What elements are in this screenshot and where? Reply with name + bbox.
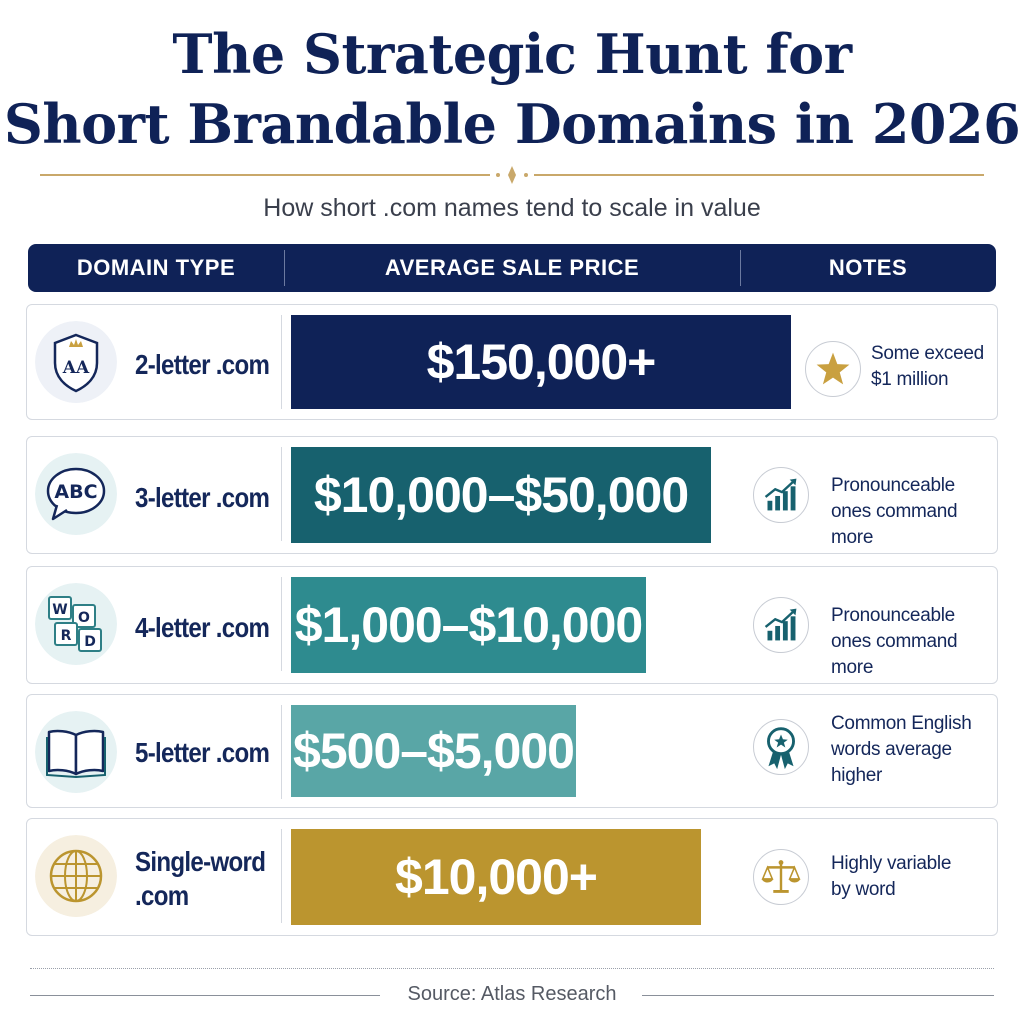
header-average-sale-price: AVERAGE SALE PRICE [384, 255, 640, 280]
row-divider [281, 315, 282, 409]
row-divider [281, 577, 282, 671]
note-line: ones command more [831, 501, 958, 548]
table-row [26, 566, 998, 684]
domain-type-label: Single-word .com [135, 846, 266, 911]
price-bar [291, 705, 576, 797]
price-label: $10,000+ [395, 849, 597, 905]
footer-line-right [642, 995, 994, 996]
subtitle: How short .com names tend to scale in value [263, 194, 761, 222]
table-row [26, 436, 998, 554]
page-title-line-2: Short Brandable Domains in 2026 [3, 92, 1021, 156]
note-text [831, 711, 971, 789]
note-line: higher [831, 765, 883, 786]
note-line: Highly variable [831, 853, 952, 874]
domain-type-label: 3-letter .com [135, 482, 270, 513]
scales-icon [753, 849, 809, 905]
price-label: $10,000–$50,000 [313, 467, 689, 523]
note-line: Pronounceable [831, 605, 955, 626]
note-line: words average [831, 739, 952, 760]
note-text [831, 851, 951, 903]
tile-letter: D [84, 634, 96, 650]
table-row [26, 694, 998, 808]
domain-type-label: 4-letter .com [135, 612, 270, 643]
letter-tiles-icon [35, 583, 117, 665]
price-bar [291, 577, 646, 673]
domain-type-label: 5-letter .com [135, 737, 270, 768]
table-row [26, 304, 998, 420]
footer-dotted-rule [30, 968, 994, 969]
table-header [28, 244, 996, 292]
price-bar [291, 829, 701, 925]
title-rule-right [534, 174, 984, 176]
note-line: Pronounceable [831, 475, 955, 496]
price-label: $1,000–$10,000 [294, 597, 643, 653]
row-divider [281, 829, 282, 923]
open-book-icon [35, 711, 117, 793]
row-divider [281, 447, 282, 541]
price-label: $150,000+ [426, 334, 656, 390]
price-label: $500–$5,000 [293, 723, 574, 779]
price-bar [291, 447, 711, 543]
title-rule-left [40, 174, 490, 176]
row-divider [281, 705, 282, 799]
note-line: Common English [831, 713, 972, 734]
note-line: Some exceed [871, 343, 984, 364]
note-line: ones command more [831, 631, 958, 678]
award-ribbon-icon [753, 719, 809, 775]
domain-type-label: 2-letter .com [135, 349, 270, 380]
tile-letter: O [78, 610, 90, 626]
star-icon [805, 341, 861, 397]
note-text [831, 473, 997, 551]
shield-crown-icon [35, 321, 117, 403]
price-bar [291, 315, 791, 409]
header-notes: NOTES [828, 255, 908, 280]
globe-icon [35, 835, 117, 917]
growth-chart-icon [753, 597, 809, 653]
diamond-ornament-icon [492, 163, 532, 187]
note-line: by word [831, 879, 896, 900]
tile-letter: R [60, 628, 72, 644]
growth-chart-icon [753, 467, 809, 523]
tile-letter: W [52, 602, 68, 618]
note-line: $1 million [871, 369, 949, 390]
table-row [26, 818, 998, 936]
source-note: Source: Atlas Research [407, 983, 617, 1005]
page-title-line-1: The Strategic Hunt for [172, 22, 852, 86]
shield-letters: AA [62, 358, 90, 378]
header-domain-type: DOMAIN TYPE [76, 255, 236, 280]
note-text [831, 603, 997, 681]
bubble-letters: ABC [54, 481, 98, 503]
note-text [871, 341, 984, 393]
speech-bubble-icon [35, 453, 117, 535]
